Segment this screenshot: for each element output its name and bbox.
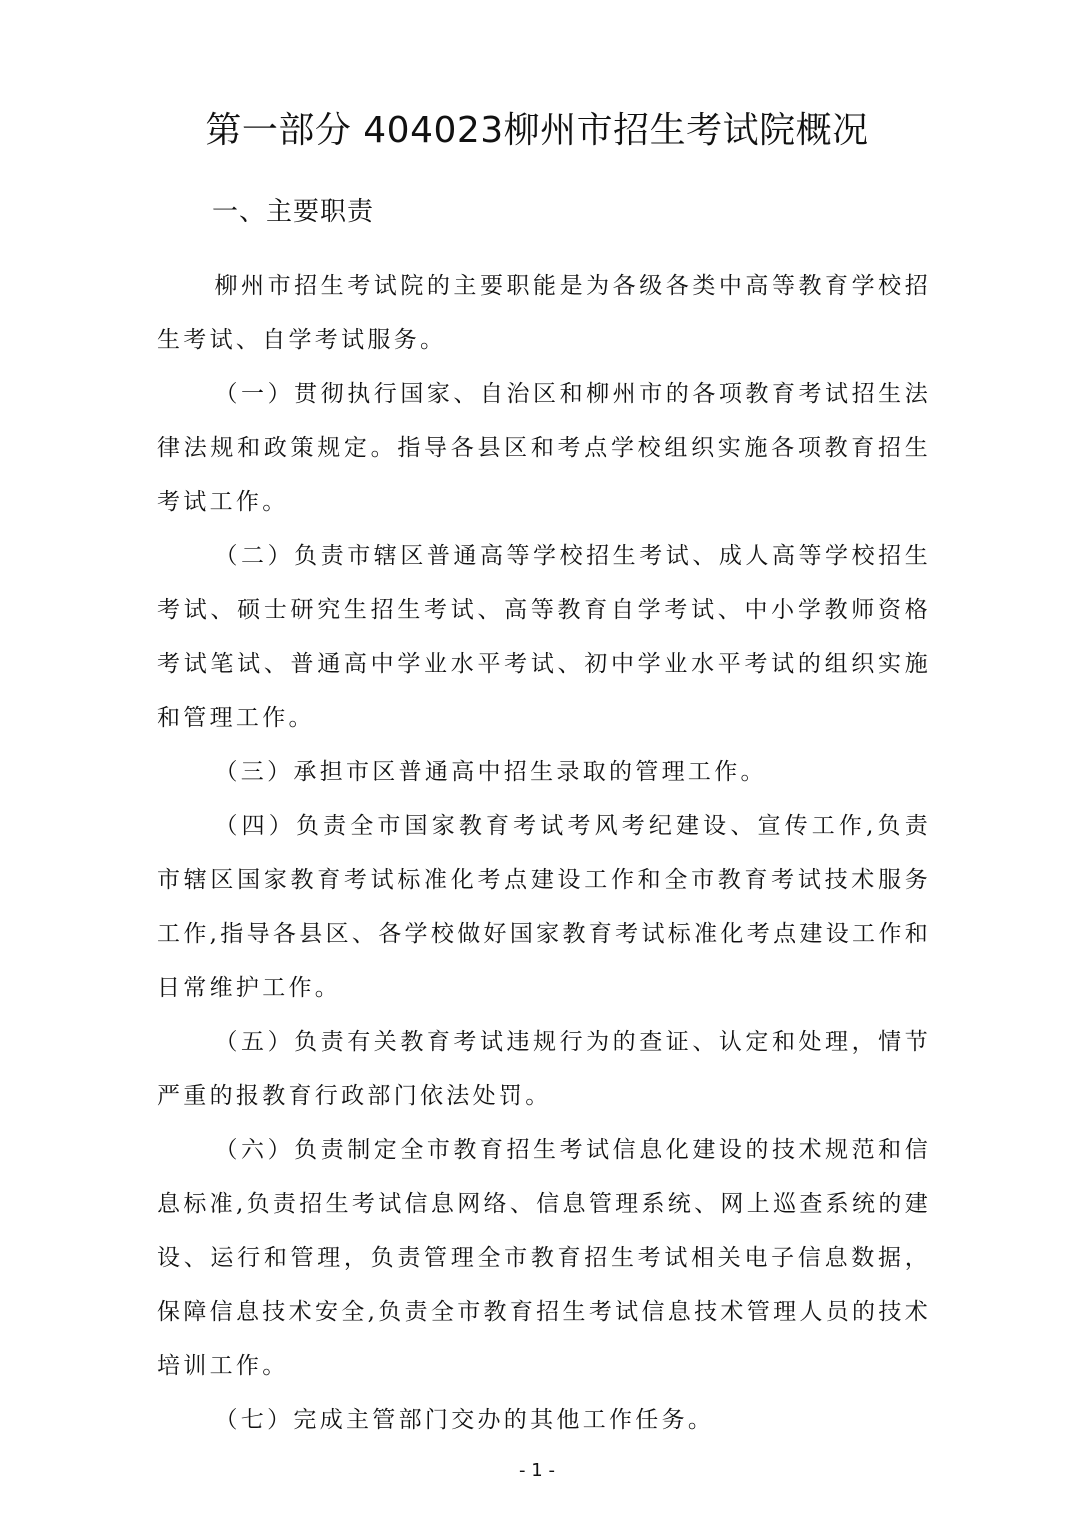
paragraph-duty-3: （三）承担市区普通高中招生录取的管理工作。	[214, 759, 767, 785]
paragraph-duty-6: （六）负责制定全市教育招生考试信息化建设的技术规范和信息标准,负责招生考试信息网络、信息管理系统、网上巡查系统的建设、运行和管理，负责管理全市教育招生考试相关电子信息数据，保障信息技术安全,负责全市教育招生考试信息技术管理人员的技术培训工作。	[157, 1137, 931, 1379]
paragraph-duty-7: （七）完成主管部门交办的其他工作任务。	[214, 1407, 715, 1433]
paragraph-duty-5: （五）负责有关教育考试违规行为的查证、认定和处理，情节严重的报教育行政部门依法处罚。	[157, 1029, 931, 1109]
paragraph-intro: 柳州市招生考试院的主要职能是为各级各类中高等教育学校招生考试、自学考试服务。	[157, 273, 931, 353]
paragraph-duty-2: （二）负责市辖区普通高等学校招生考试、成人高等学校招生考试、硕士研究生招生考试、高等教育自学考试、中小学教师资格考试笔试、普通高中学业水平考试、初中学业水平考试的组织实施和管理工作。	[157, 543, 931, 731]
section-heading: 一、主要职责	[212, 197, 375, 227]
paragraph-duty-1: （一）贯彻执行国家、自治区和柳州市的各项教育考试招生法律法规和政策规定。指导各县区和考点学校组织实施各项教育招生考试工作。	[157, 381, 931, 515]
page-number: - 1 -	[519, 1460, 555, 1481]
page-title: 第一部分 404023柳州市招生考试院概况	[205, 110, 869, 151]
paragraph-duty-4: （四）负责全市国家教育考试考风考纪建设、宣传工作,负责市辖区国家教育考试标准化考点建设工作和全市教育考试技术服务工作,指导各县区、各学校做好国家教育考试标准化考点建设工作和日常维护工作。	[157, 813, 931, 1001]
body-text	[157, 259, 931, 1447]
